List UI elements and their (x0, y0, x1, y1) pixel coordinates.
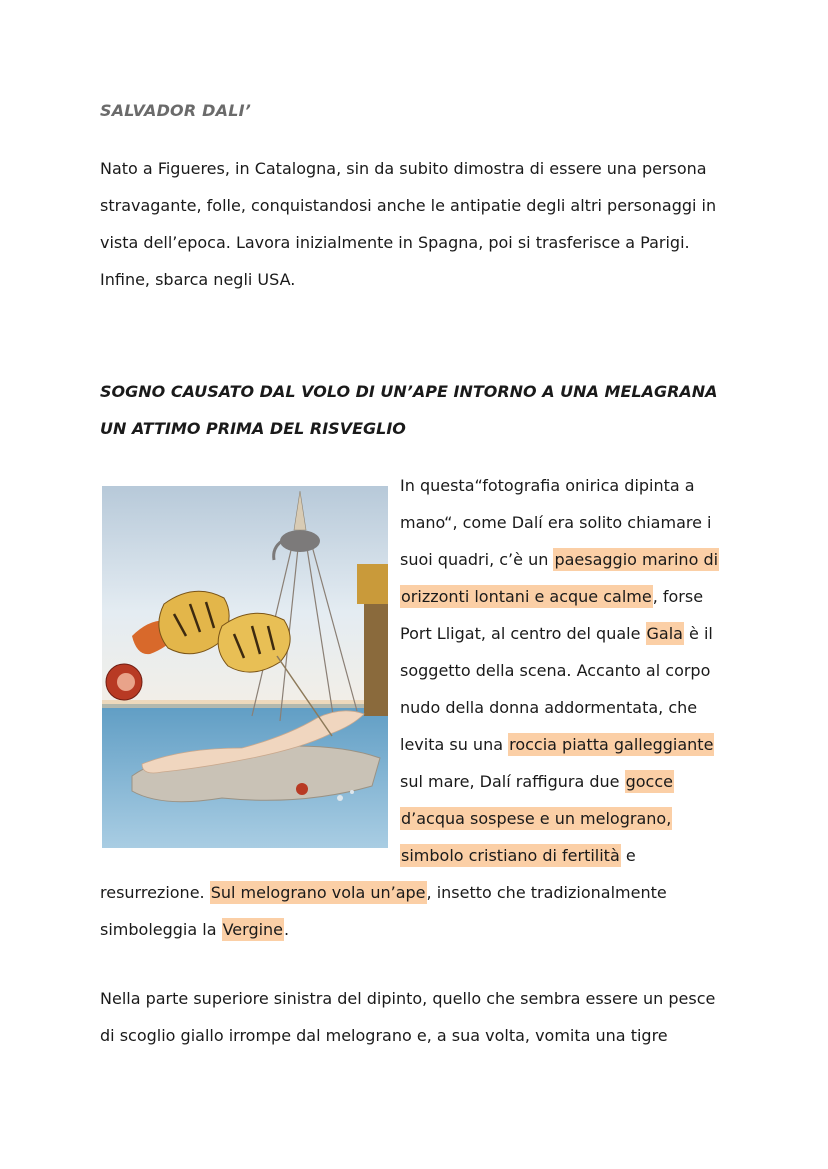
text-segment: e (620, 846, 636, 865)
highlighted-text: gocce (625, 772, 673, 791)
text-line (400, 504, 730, 541)
text-line: vista dell’epoca. Lavora inizialmente in Spagna, poi si trasferisce a Parigi. (100, 233, 690, 252)
text-line (400, 578, 730, 615)
title-line: SOGNO CAUSATO DAL VOLO DI UN’APE INTORNO A UNA MELAGRANA (100, 382, 718, 401)
text-line: di scoglio giallo irrompe dal melograno e, a sua volta, vomita una tigre (100, 1026, 668, 1045)
text-line (400, 763, 730, 800)
highlighted-text: Gala (646, 624, 683, 643)
text-segment: sul mare, Dalí raffigura due (400, 772, 625, 791)
title-line: UN ATTIMO PRIMA DEL RISVEGLIO (100, 419, 406, 438)
painting-image (102, 486, 388, 848)
text-line: Nato a Figueres, in Catalogna, sin da subito dimostra di essere una persona (100, 159, 707, 178)
text-segment: mano“, come Dalí era solito chiamare i (400, 513, 712, 532)
text-line (400, 615, 730, 652)
text-segment: , forse (652, 587, 704, 606)
text-segment: nudo della donna addormentata, che (400, 698, 698, 717)
text-segment: soggetto della scena. Accanto al corpo (400, 661, 711, 680)
sky (102, 486, 388, 716)
text-segment: è il (683, 624, 713, 643)
text-line (400, 541, 730, 578)
highlighted-text: simbolo cristiano di fertilità (401, 846, 620, 865)
text-segment: In questa“fotografia onirica dipinta a (400, 476, 695, 495)
highlighted-text: Vergine (222, 920, 284, 939)
artist-heading: SALVADOR DALI’ (100, 101, 252, 120)
cliff-top (357, 564, 388, 604)
intro-paragraph (100, 150, 740, 298)
text-line (400, 800, 730, 837)
text-segment: resurrezione. (100, 883, 210, 902)
text-segment: . (284, 920, 290, 939)
text-line: Infine, sbarca negli USA. (100, 270, 296, 289)
description-continuation (100, 874, 740, 948)
text-segment: levita su una (400, 735, 509, 754)
text-segment: Port Lligat, al centro del quale (400, 624, 646, 643)
text-segment: , insetto che tradizionalmente (426, 883, 667, 902)
painting-description (400, 467, 730, 874)
painting-title (100, 373, 760, 447)
text-line: Nella parte superiore sinistra del dipinto, quello che sembra essere un pesce (100, 989, 716, 1008)
text-line (400, 467, 730, 504)
highlighted-text: paesaggio marino di (554, 550, 719, 569)
text-line: stravagante, folle, conquistandosi anche le antipatie degli altri personaggi in (100, 196, 717, 215)
elephant-body (280, 530, 320, 552)
text-segment: simboleggia la (100, 920, 222, 939)
horizon-band (102, 700, 388, 708)
final-paragraph (100, 980, 740, 1054)
highlighted-text: d’acqua sospese e un melograno, (401, 809, 672, 828)
text-line (100, 874, 740, 911)
text-segment: suoi quadri, c’è un (400, 550, 554, 569)
highlighted-text: orizzonti lontani e acque calme (401, 587, 652, 606)
text-line (400, 652, 730, 689)
text-line (100, 911, 740, 948)
water-drop (350, 790, 354, 794)
text-line (400, 837, 730, 874)
text-line (400, 726, 730, 763)
highlighted-text: Sul melograno vola un’ape (210, 883, 426, 902)
water-drop (337, 795, 343, 801)
pomegranate (296, 783, 308, 795)
pomegranate-seeds (117, 673, 135, 691)
highlighted-text: roccia piatta galleggiante (509, 735, 714, 754)
text-line (400, 689, 730, 726)
